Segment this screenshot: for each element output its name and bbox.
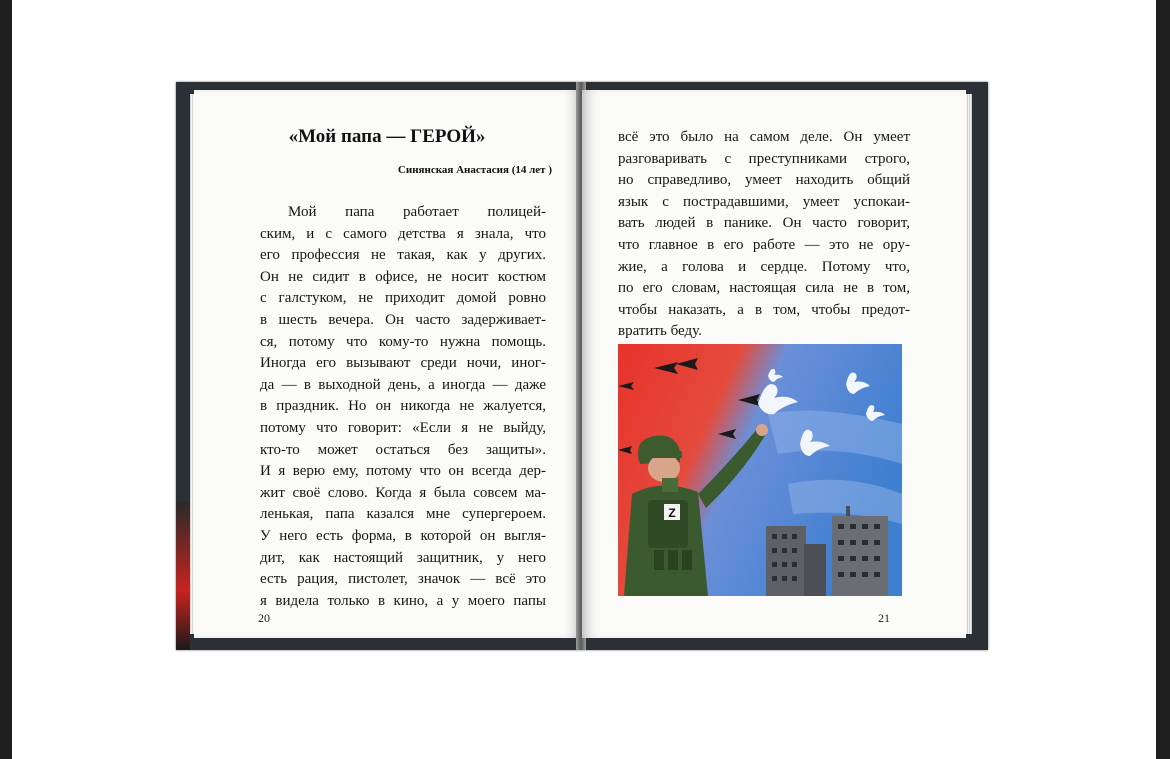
text-line: кто-то может остаться без защиты». [260,441,546,458]
page-edges-right [966,94,972,634]
illustration [618,344,902,596]
open-book [176,82,988,650]
text-line: всё это было на самом деле. Он умеет [618,129,910,145]
badge-letter: Z [668,506,676,520]
left-page-text [260,202,546,612]
text-line: да — в выходной день, а иногда — даже [260,376,546,393]
right-page-text [618,127,910,343]
text-line: разговаривать с преступниками строго, [618,150,910,167]
text-line: по его словам, настоящая сила не в том, [618,280,910,297]
text-line: в шесть вечера. Он часто задерживает- [260,311,546,328]
text-line: жит своё слово. Когда я была совсем ма- [260,484,546,501]
text-line: Иногда его вызывают среди ночи, иног- [260,355,546,372]
text-line: ским, и с самого детства я знала, что [260,225,546,242]
story-author: Синянская Анастасия (14 лет ) [397,164,552,176]
text-line: Мой папа работает полицей- [288,204,546,220]
text-line: И я верю ему, потому что он всегда дер- [260,463,546,480]
text-line: с галстуком, не приходит домой ровно [260,290,546,307]
text-line: дит, как настоящий защитник, у него [260,549,546,566]
story-title: «Мой папа — ГЕРОЙ» [288,126,486,147]
text-line: У него есть форма, в которой он выгля- [260,527,546,544]
text-line: ленькая, папа казался мне супергероем. [260,506,546,523]
text-line: я видела только в кино, а у моего папы [260,592,546,609]
page-number-left: 20 [258,611,270,625]
text-line: есть рация, пистолет, значок — всё это [260,571,546,588]
text-line: ся, потому что кому-то нужна помощь. [260,333,546,350]
text-line: Он не сидит в офисе, не носит костюм [260,268,546,285]
left-page [194,90,580,638]
text-line: но справедливо, умеет находить общий [618,172,910,189]
cover-edge [176,502,190,650]
text-line: в праздник. Но он никогда не жалуется, [260,398,546,415]
text-line: вать людей в панике. Он часто говорит, [618,215,910,232]
right-page [582,90,966,638]
page-number-right: 21 [878,611,890,625]
text-line: язык с пострадавшими, умеет успокаи- [618,193,910,210]
text-line: его профессия не такая, как у других. [260,247,546,264]
text-line: что главное в его работе — это не ору- [618,236,910,253]
text-line: чтобы наказать, а в том, чтобы предот- [618,301,910,318]
text-line: потому что говорит: «Если я не выйду, [260,419,546,436]
text-line: вратить беду. [618,323,702,340]
text-line: жие, а голова и сердце. Потому что, [618,258,910,275]
